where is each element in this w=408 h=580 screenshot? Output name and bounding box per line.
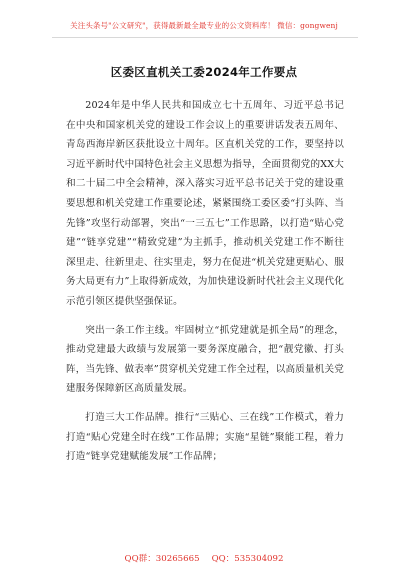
paragraph-main-line: 突出一条工作主线。牢固树立“抓党建就是抓全局”的理念，推动党建最大政绩与发展第一要务深度融合，把“靓党徽、打头阵，当先锋、做表率”贯穿机关党建工作全过程，以高质量机关党建服务保障新区高质量发展。 [66,324,344,395]
paragraph-three-brands: 打造三大工作品牌。推行“三贴心、三在线”工作模式，着力打造“贴心党建全时在线”工作品牌；实施“星链”聚能工程，着力打造“链享党建赋能发展”工作品牌； [66,411,344,463]
footer-qq: QQ：535304092 [211,554,284,564]
header-promo-note: 关注头条号"公文研究"，获得最新最全最专业的公文资料库！ 微信：gongwenj [70,21,338,30]
header-divider [52,37,358,38]
footer-qq-group: QQ群：30265665 [124,554,200,564]
document-body [66,96,344,476]
footer-contact [0,552,408,564]
document-title: 区委区直机关工委2024年工作要点 [110,65,298,79]
paragraph-intro: 2024年是中华人民共和国成立七十五周年、习近平总书记在中央和国家机关党的建设工作会议上的重要讲话发表五周年、青岛西海岸新区获批设立十周年。区直机关党的工作，要坚持以习近平新时代中国特色社会主义思想为指导，全面贯彻党的XX大和二十届二中全会精神，深入落实习近平总书记关于党的建设重要思想和机关党建工作重要论述，紧紧围绕工委区委“打头阵、当先锋”攻坚行动部署，突出“一三五七”工作思路，以打造“贴心党建”“链享党建”“精致党建”为主抓手，推动机关党建工作不断往深里走、往新里走、往实里走，努力在促进“机关党建更贴心、服务大局更有力”上取得新成效，为加快建设新时代社会主义现代化示范引领区提供坚强保证。 [66,100,344,307]
